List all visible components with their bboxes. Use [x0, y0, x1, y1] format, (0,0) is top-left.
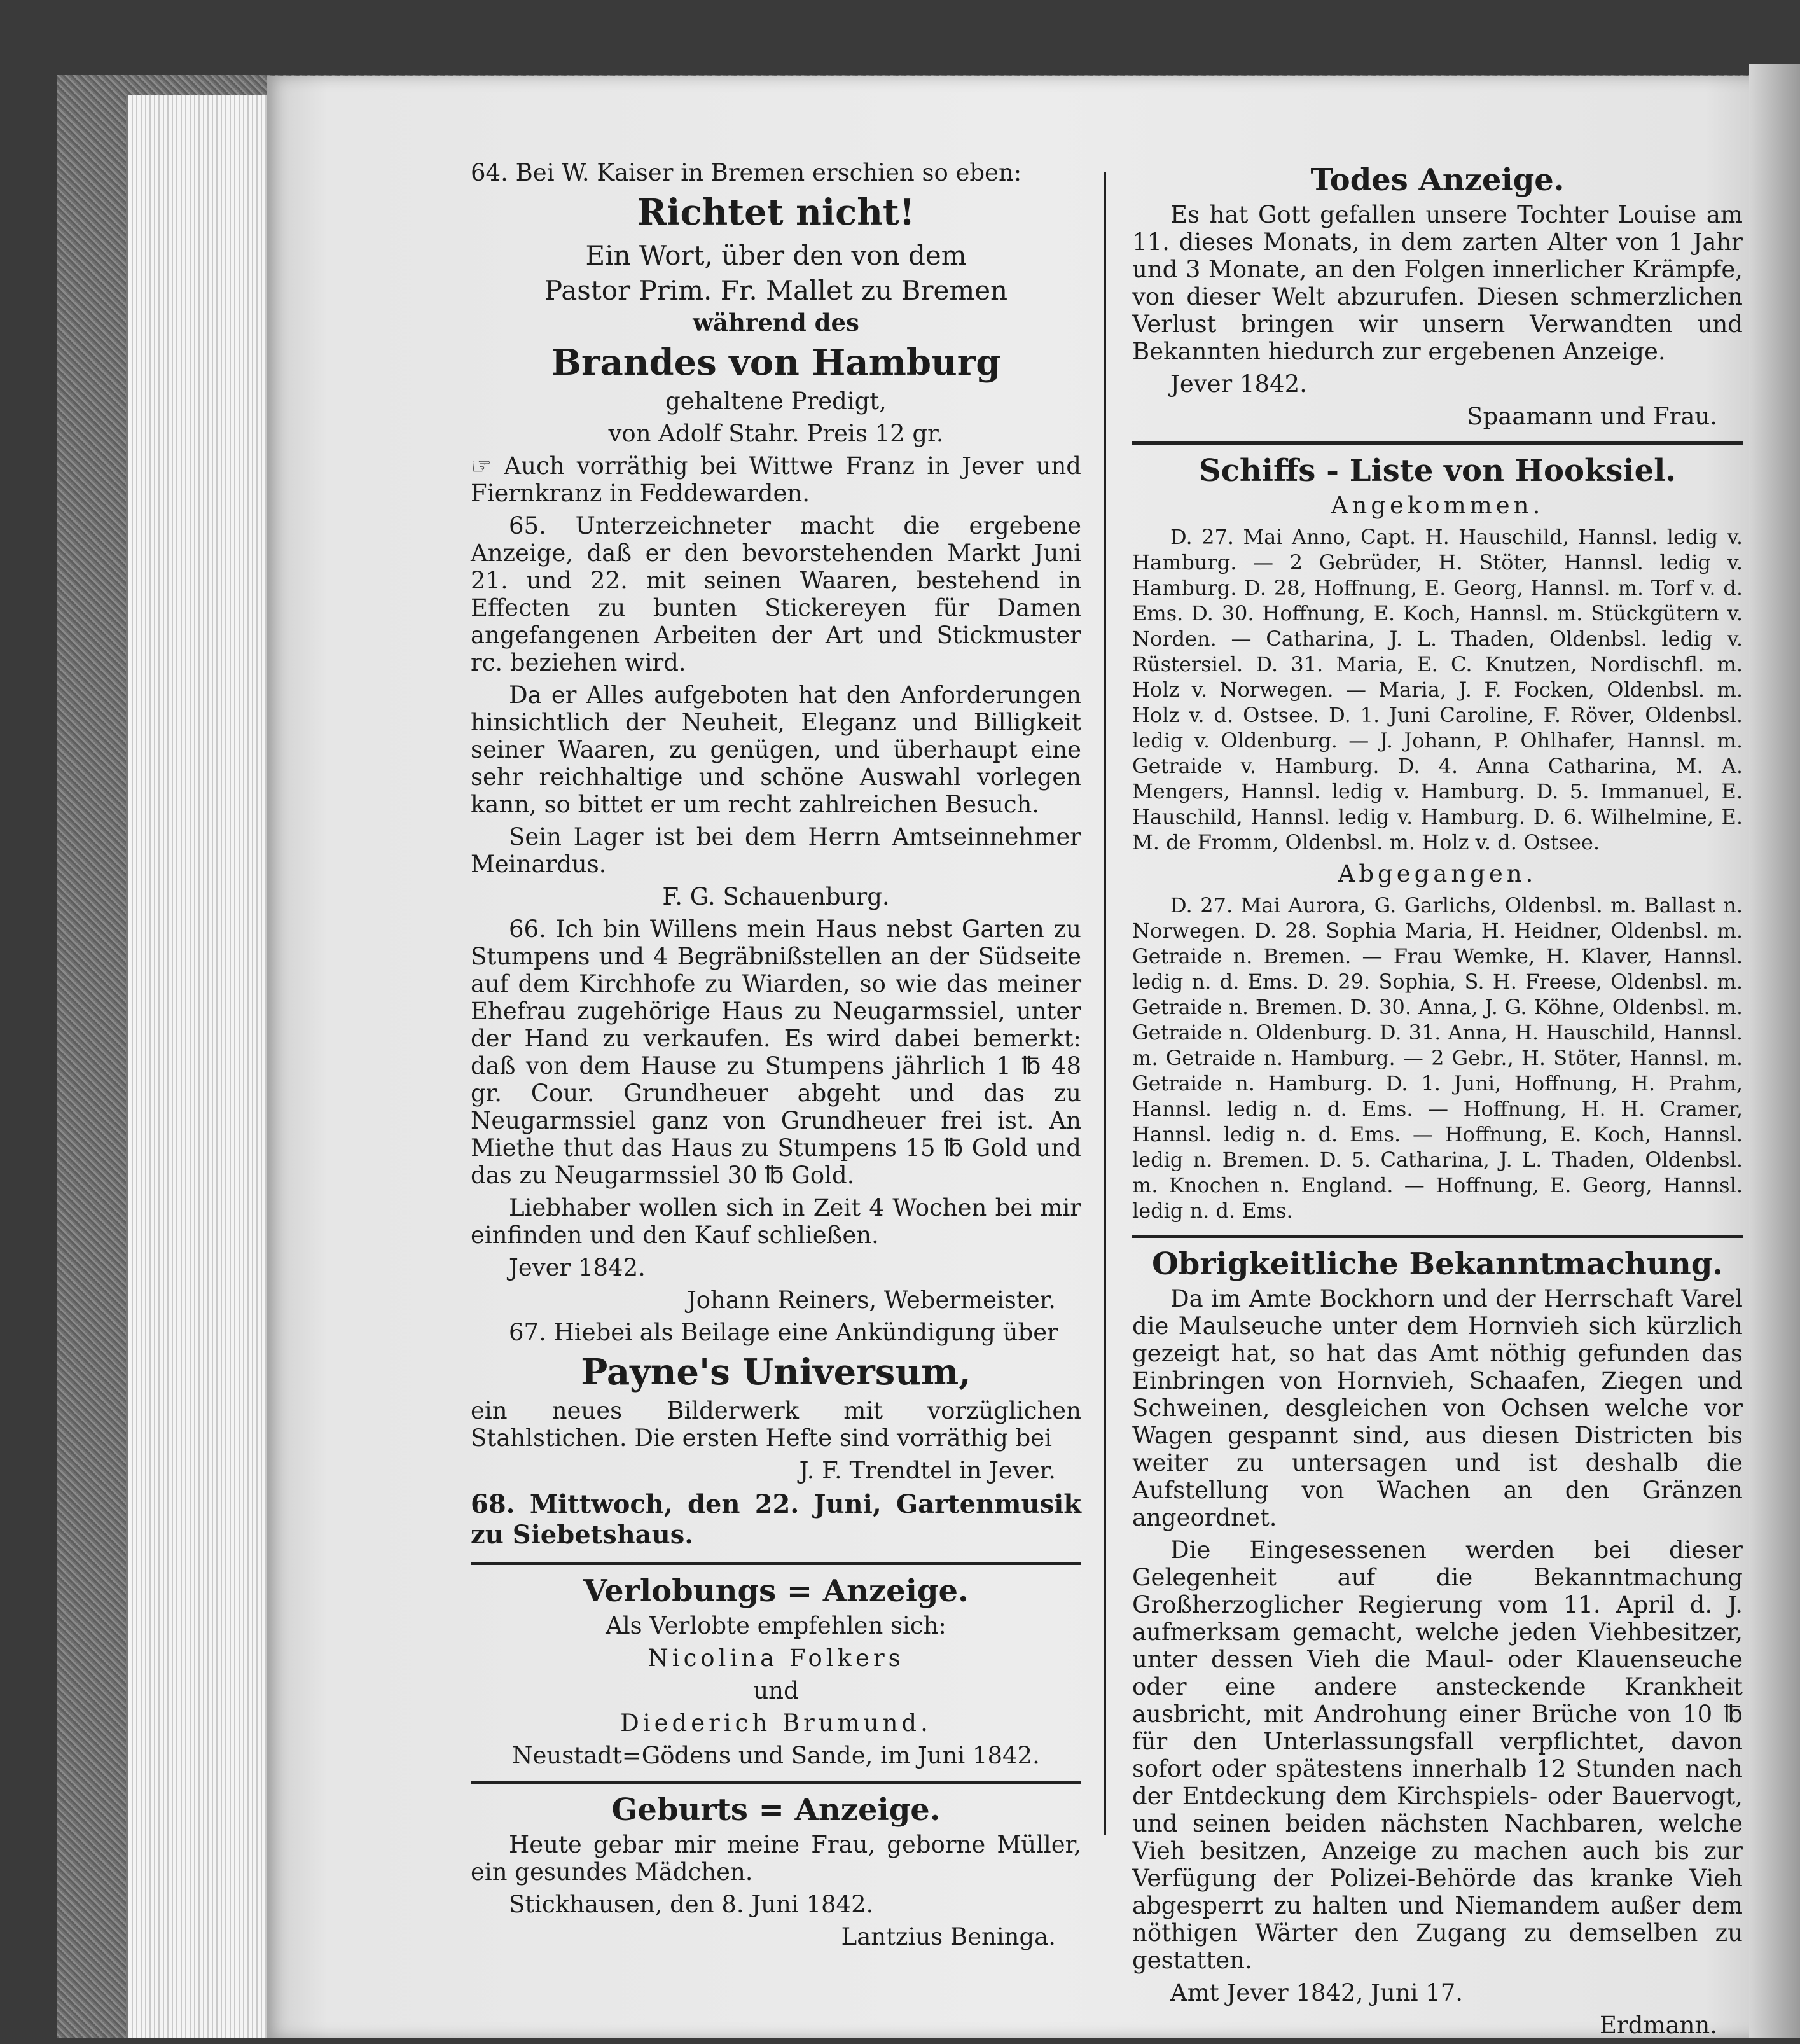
section-rule: [471, 1562, 1081, 1565]
official-notice-para-2: Die Eingesessenen werden bei dieser Gelegenheit auf die Bekanntmachung Großherzoglicher Regierung vom 11. April d. J. aufmerksam gemacht, welche jeden Viehbesitzer, unter dessen Vieh die Maul- oder Klauenseuche oder eine andere ansteckende Krankheit ausbricht, mit Androhung einer Brüche von 10 ℔ für den Unterlassungsfall verpflichtet, davon sofort oder spätestens innerhalb 12 Stunden nach der Entdeckung dem Kirchspiels- oder Bauervogt, und seinen beiden nächsten Nachbaren, welche Vieh besitzen, Anzeige zu machen auch bis zur Verfügung der Polizei-Behörde das kranke Vieh abgesperrt zu halten und Niemandem außer dem nöthigen Wärter den Zugang zu demselben zu gestatten.: [1132, 1536, 1743, 1974]
official-notice-place: Amt Jever 1842, Juni 17.: [1170, 1979, 1464, 2006]
notice-68: 68. Mittwoch, den 22. Juni, Gartenmusik zu Siebetshaus.: [471, 1489, 1081, 1550]
engagement-title: Verlobungs = Anzeige.: [583, 1573, 969, 1609]
birth-title: Geburts = Anzeige.: [611, 1792, 941, 1828]
notice-64-subtitle-3: während des: [693, 309, 859, 337]
notice-65-signature: F. G. Schauenburg.: [662, 883, 890, 910]
death-notice-title: Todes Anzeige.: [1310, 162, 1565, 198]
section-rule: [1132, 1235, 1743, 1238]
ship-arrived-list: D. 27. Mai Anno, Capt. H. Hauschild, Hannsl. ledig v. Hamburg. — 2 Gebrüder, H. Stöter, Hannsl. ledig v. Hamburg. D. 28, Hoffnung, E. Georg, Hannsl. m. Torf v. d. Ems. D. 30. Hoffnung, E. Koch, Hannsl. m. Stückgütern v. Norden. — Catharina, J. L. Thaden, Oldenbsl. ledig v. Rüstersiel. D. 31. Maria, E. C. Knutzen, Nordischfl. m. Holz v. Norwegen. — Maria, J. F. Focken, Oldenbsl. m. Holz v. d. Ostsee. D. 1. Juni Caroline, F. Röver, Oldenbsl. ledig v. Oldenburg. — J. Johann, P. Ohlhafer, Hannsl. m. Getraide v. Hamburg. D. 4. Anna Catharina, M. A. Mengers, Hannsl. ledig v. Hamburg. D. 5. Immanuel, E. Hauschild, Hannsl. ledig v. Hamburg. D. 6. Wilhelmine, E. M. de Fromm, Oldenbsl. m. Holz v. d. Ostsee.: [1132, 525, 1743, 854]
engagement-line-4: Diederich Brumund.: [620, 1709, 932, 1737]
notice-64-title: Richtet nicht!: [637, 191, 915, 233]
death-notice-text: Es hat Gott gefallen unsere Tochter Louise am 11. dieses Monats, in dem zarten Alter von 1 Jahr und 3 Monate, an den Folgen innerlicher Krämpfe, von dieser Welt abzurufen. Diesen schmerzlichen Verlust bringen wir unsern Verwandten und Bekannten hiedurch zur ergebenen Anzeige.: [1132, 201, 1743, 365]
column-divider: [1104, 172, 1106, 1835]
section-rule: [471, 1781, 1081, 1784]
notice-64-intro: 64. Bei W. Kaiser in Bremen erschien so eben:: [471, 159, 1022, 186]
birth-signature: Lantzius Beninga.: [841, 1923, 1056, 1950]
death-notice-place: Jever 1842.: [1170, 370, 1307, 398]
official-notice-title: Obrigkeitliche Bekanntmachung.: [1151, 1246, 1724, 1282]
notice-64-subtitle-2: Pastor Prim. Fr. Mallet zu Bremen: [544, 275, 1008, 306]
right-column: [1132, 159, 1743, 2044]
official-notice-para-1: Da im Amte Bockhorn und der Herrschaft Varel die Maulseuche unter dem Hornvieh sich kürzlich gezeigt hat, so hat das Amt nöthig gefunden das Einbringen von Hornvieh, Schaafen, Ziegen und Schweinen, desgleichen von Ochsen welche vor Wagen gespannt sind, aus diesen Districten bis weiter zu untersagen und ist deshalb die Aufstellung von Wachen an den Gränzen angeordnet.: [1132, 1285, 1743, 1531]
notice-64-subtitle-1: Ein Wort, über den von dem: [585, 240, 967, 271]
ship-departed-heading: Abgegangen.: [1338, 860, 1537, 887]
notice-65-para-3: Sein Lager ist bei dem Herrn Amtseinnehmer Meinardus.: [471, 823, 1081, 878]
notice-67-signature: J. F. Trendtel in Jever.: [799, 1457, 1056, 1484]
engagement-line-2: Nicolina Folkers: [647, 1644, 904, 1672]
notice-66-para-2: Liebhaber wollen sich in Zeit 4 Wochen bei mir einfinden und den Kauf schließen.: [471, 1194, 1081, 1249]
ship-list-title: Schiffs - Liste von Hooksiel.: [1198, 453, 1677, 489]
engagement-line-1: Als Verlobte empfehlen sich:: [606, 1612, 946, 1639]
notice-66-para-1: 66. Ich bin Willens mein Haus nebst Garten zu Stumpens und 4 Begräbnißstellen an der Südseite auf dem Kirchhofe zu Wiarden, so wie das meiner Ehefrau zugehörige Haus zu Neugarmssiel, unter der Hand zu verkaufen. Es wird dabei bemerkt: daß von dem Hause zu Stumpens jährlich 1 ℔ 48 gr. Cour. Grundheuer abgeht und das zu Neugarmssiel ganz von Grundheuer frei ist. An Miethe thut das Haus zu Stumpens 15 ℔ Gold und das zu Neugarmssiel 30 ℔ Gold.: [471, 915, 1081, 1189]
ship-arrived-heading: Angekommen.: [1331, 492, 1544, 519]
left-column: [471, 159, 1081, 1956]
official-notice-signature: Erdmann.: [1600, 2012, 1717, 2039]
page-edges: [126, 95, 275, 2038]
notice-64-note: ☞ Auch vorräthig bei Wittwe Franz in Jever und Fiernkranz in Feddewarden.: [471, 452, 1081, 507]
birth-place: Stickhausen, den 8. Juni 1842.: [509, 1891, 874, 1918]
notice-64-subtitle-4: Brandes von Hamburg: [551, 342, 1001, 384]
notice-64-subtitle-5: gehaltene Predigt,: [665, 387, 887, 415]
engagement-place: Neustadt=Gödens und Sande, im Juni 1842.: [512, 1742, 1040, 1769]
notice-67-text: ein neues Bilderwerk mit vorzüglichen Stahlstichen. Die ersten Hefte sind vorräthig bei: [471, 1397, 1081, 1452]
notice-66-signature: Johann Reiners, Webermeister.: [686, 1286, 1056, 1314]
birth-text: Heute gebar mir meine Frau, geborne Müller, ein gesundes Mädchen.: [471, 1831, 1081, 1886]
section-rule: [1132, 441, 1743, 445]
notice-66-place: Jever 1842.: [509, 1254, 646, 1281]
book-gutter: [1749, 64, 1800, 2038]
engagement-line-3: und: [753, 1677, 799, 1704]
notice-65-para-2: Da er Alles aufgeboten hat den Anforderungen hinsichtlich der Neuheit, Eleganz und Billigkeit seiner Waaren, zu genügen, und überhaupt eine sehr reichhaltige und schöne Auswahl vorlegen kann, so bittet er um recht zahlreichen Besuch.: [471, 681, 1081, 818]
notice-67-title: Payne's Universum,: [581, 1351, 971, 1393]
ship-departed-list: D. 27. Mai Aurora, G. Garlichs, Oldenbsl. m. Ballast n. Norwegen. D. 28. Sophia Maria, H. Heidner, Oldenbsl. m. Getraide n. Bremen. — Frau Wemke, H. Klaver, Hannsl. ledig n. d. Ems. D. 29. Sophia, S. H. Freese, Oldenbsl. m. Getraide n. Bremen. D. 30. Anna, J. G. Köhne, Oldenbsl. m. Getraide n. Oldenburg. D. 31. Anna, H. Hauschild, Hannsl. m. Getraide n. Hamburg. — 2 Gebr., H. Stöter, Hannsl. m. Getraide n. Hamburg. D. 1. Juni, Hoffnung, H. Prahm, Hannsl. ledig n. d. Ems. — Hoffnung, H. H. Cramer, Hannsl. ledig n. d. Ems. — Hoffnung, E. Koch, Hannsl. ledig n. Bremen. D. 5. Catharina, J. L. Thaden, Oldenbsl. m. Knochen n. England. — Hoffnung, E. Georg, Hannsl. ledig n. d. Ems.: [1132, 893, 1743, 1223]
notice-65-para-1: 65. Unterzeichneter macht die ergebene Anzeige, daß er den bevorstehenden Markt Juni 21. und 22. mit seinen Waaren, bestehend in Effecten zu bunten Stickereyen für Damen angefangenen Arbeiten der Art und Stickmuster rc. beziehen wird.: [471, 512, 1081, 676]
notice-64-author-price: von Adolf Stahr. Preis 12 gr.: [608, 420, 944, 447]
notice-67-intro: 67. Hiebei als Beilage eine Ankündigung über: [509, 1319, 1058, 1346]
death-notice-signature: Spaamann und Frau.: [1467, 403, 1717, 430]
